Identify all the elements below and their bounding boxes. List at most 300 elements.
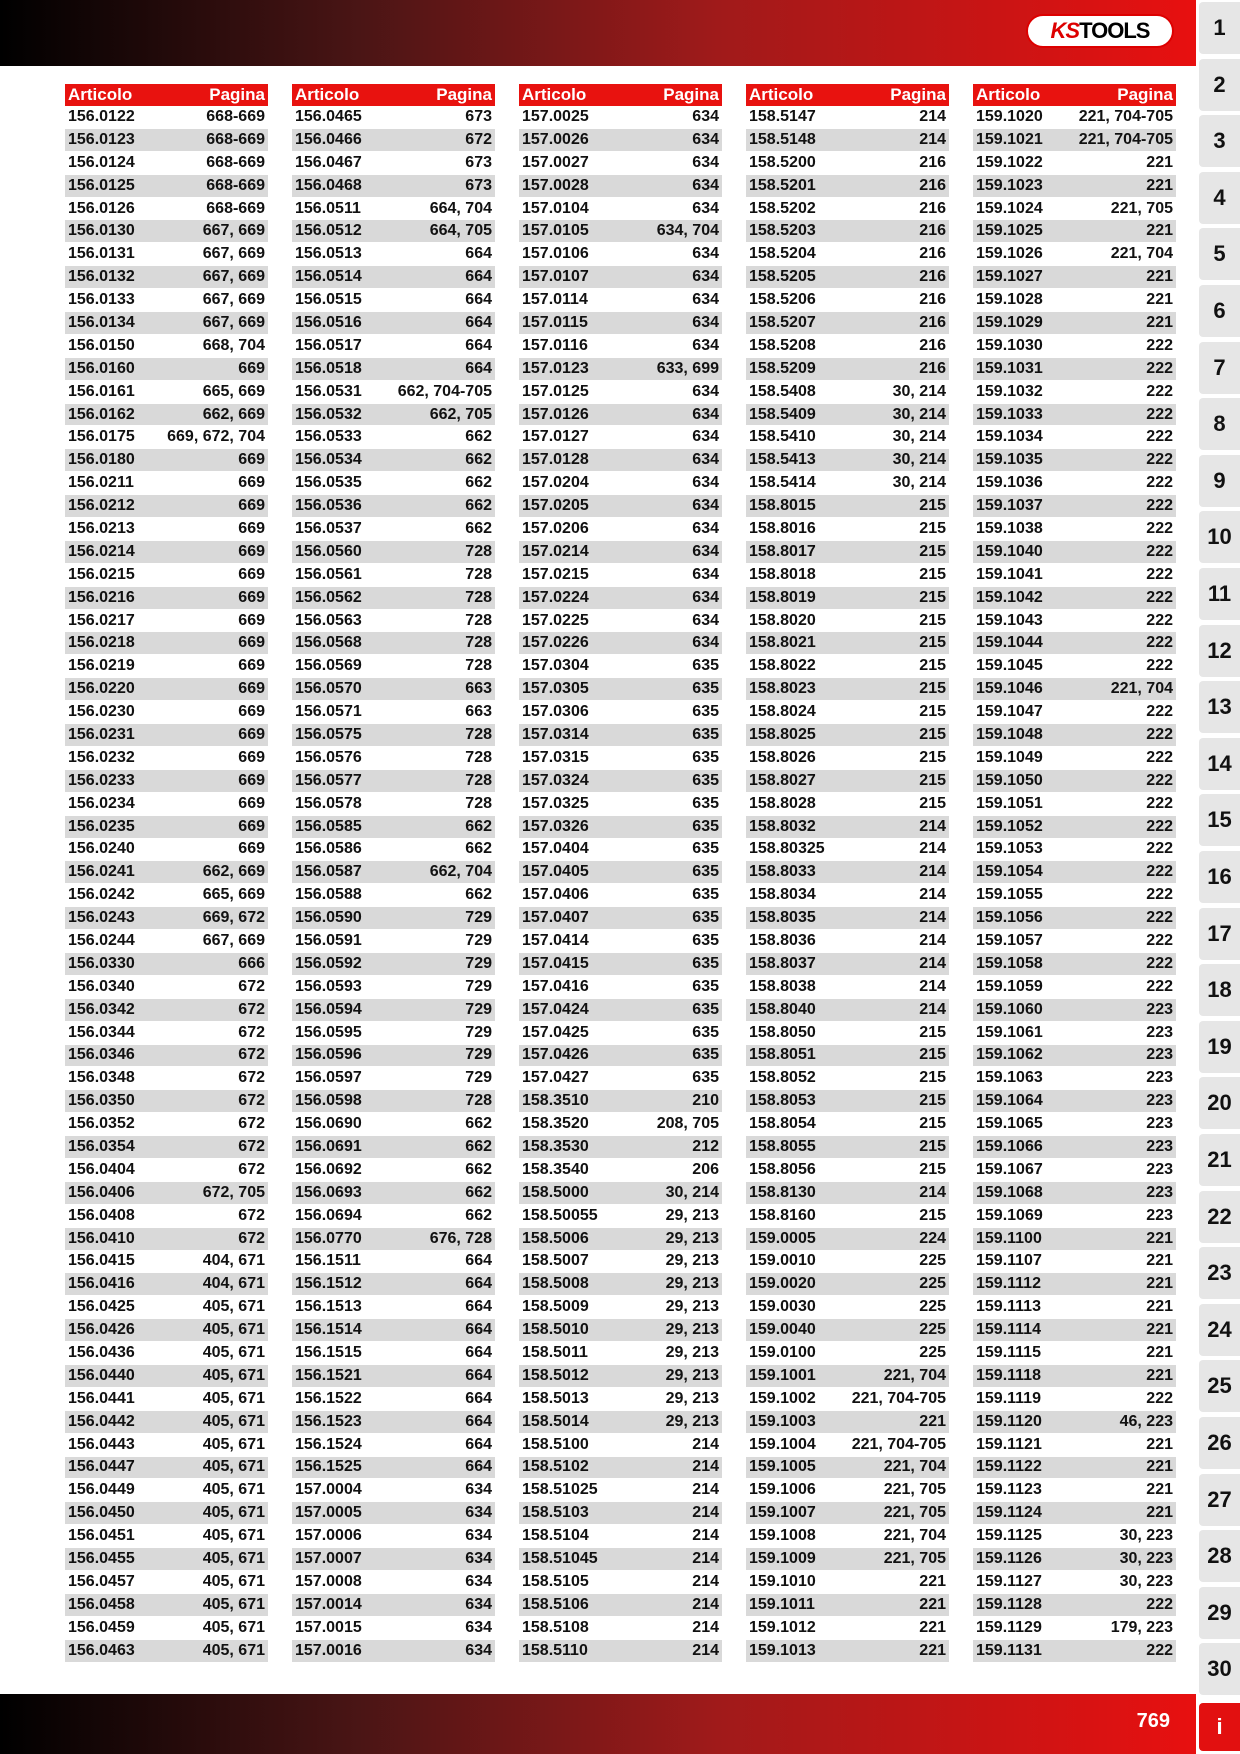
- page-reference[interactable]: 215: [919, 1160, 946, 1178]
- page-reference[interactable]: 672: [238, 1138, 265, 1156]
- page-reference[interactable]: 216: [919, 222, 946, 240]
- chapter-tab-23[interactable]: 23: [1199, 1247, 1240, 1299]
- page-reference[interactable]: 221: [1146, 1435, 1173, 1453]
- page-reference[interactable]: 662: [465, 886, 492, 904]
- page-reference[interactable]: 216: [919, 336, 946, 354]
- page-reference[interactable]: 664: [465, 336, 492, 354]
- page-reference[interactable]: 633, 699: [656, 359, 719, 377]
- page-reference[interactable]: 216: [919, 245, 946, 263]
- page-reference[interactable]: 221: [919, 1572, 946, 1590]
- page-reference[interactable]: 221: [919, 1641, 946, 1659]
- page-reference[interactable]: 668-669: [206, 176, 265, 194]
- page-reference[interactable]: 662: [465, 1206, 492, 1224]
- page-reference[interactable]: 729: [465, 954, 492, 972]
- page-reference[interactable]: 662, 669: [202, 863, 265, 881]
- page-reference[interactable]: 635: [692, 725, 719, 743]
- page-reference[interactable]: 669: [238, 588, 265, 606]
- page-reference[interactable]: 30, 214: [892, 451, 946, 469]
- page-reference[interactable]: 30, 214: [892, 382, 946, 400]
- page-reference[interactable]: 215: [919, 565, 946, 583]
- page-reference[interactable]: 669: [238, 519, 265, 537]
- page-reference[interactable]: 672: [238, 1229, 265, 1247]
- page-reference[interactable]: 405, 671: [202, 1412, 265, 1430]
- page-reference[interactable]: 664, 705: [429, 222, 492, 240]
- page-reference[interactable]: 666: [238, 954, 265, 972]
- page-reference[interactable]: 669: [238, 840, 265, 858]
- page-reference[interactable]: 634: [692, 130, 719, 148]
- chapter-tab-15[interactable]: 15: [1199, 794, 1240, 846]
- page-reference[interactable]: 662: [465, 1160, 492, 1178]
- page-reference[interactable]: 668-669: [206, 130, 265, 148]
- page-reference[interactable]: 221: [1146, 1252, 1173, 1270]
- page-reference[interactable]: 662, 704-705: [397, 382, 492, 400]
- page-reference[interactable]: 635: [692, 1000, 719, 1018]
- page-reference[interactable]: 222: [1146, 588, 1173, 606]
- page-reference[interactable]: 405, 671: [202, 1435, 265, 1453]
- page-reference[interactable]: 222: [1146, 542, 1173, 560]
- chapter-tab-13[interactable]: 13: [1199, 681, 1240, 733]
- page-reference[interactable]: 214: [692, 1618, 719, 1636]
- page-reference[interactable]: 634, 704: [656, 222, 719, 240]
- page-reference[interactable]: 214: [692, 1595, 719, 1613]
- page-reference[interactable]: 405, 671: [202, 1321, 265, 1339]
- page-reference[interactable]: 29, 213: [665, 1206, 719, 1224]
- page-reference[interactable]: 221: [1146, 268, 1173, 286]
- page-reference[interactable]: 215: [919, 1092, 946, 1110]
- page-reference[interactable]: 664: [465, 1366, 492, 1384]
- page-reference[interactable]: 635: [692, 909, 719, 927]
- page-reference[interactable]: 405, 671: [202, 1344, 265, 1362]
- page-reference[interactable]: 728: [465, 794, 492, 812]
- page-reference[interactable]: 214: [919, 840, 946, 858]
- page-reference[interactable]: 634: [692, 428, 719, 446]
- page-reference[interactable]: 634: [692, 107, 719, 125]
- page-reference[interactable]: 664: [465, 1389, 492, 1407]
- page-reference[interactable]: 669: [238, 817, 265, 835]
- page-reference[interactable]: 223: [1146, 1183, 1173, 1201]
- page-reference[interactable]: 405, 671: [202, 1481, 265, 1499]
- page-reference[interactable]: 662: [465, 474, 492, 492]
- page-reference[interactable]: 215: [919, 1206, 946, 1224]
- page-reference[interactable]: 222: [1146, 1389, 1173, 1407]
- page-reference[interactable]: 222: [1146, 886, 1173, 904]
- page-reference[interactable]: 634: [692, 268, 719, 286]
- page-reference[interactable]: 672: [238, 1115, 265, 1133]
- chapter-tab-10[interactable]: 10: [1199, 511, 1240, 563]
- page-reference[interactable]: 635: [692, 794, 719, 812]
- page-reference[interactable]: 214: [919, 886, 946, 904]
- page-reference[interactable]: 214: [919, 932, 946, 949]
- page-reference[interactable]: 667, 669: [202, 932, 265, 949]
- page-reference[interactable]: 662, 669: [202, 405, 265, 423]
- page-reference[interactable]: 635: [692, 932, 719, 949]
- page-reference[interactable]: 634: [692, 153, 719, 171]
- page-reference[interactable]: 215: [919, 611, 946, 629]
- page-reference[interactable]: 221: [1146, 291, 1173, 309]
- page-reference[interactable]: 404, 671: [202, 1252, 265, 1270]
- page-reference[interactable]: 635: [692, 977, 719, 995]
- page-reference[interactable]: 634: [692, 519, 719, 537]
- chapter-tab-21[interactable]: 21: [1199, 1134, 1240, 1186]
- page-reference[interactable]: 663: [465, 680, 492, 698]
- page-reference[interactable]: 221: [1146, 1344, 1173, 1362]
- page-reference[interactable]: 664, 704: [429, 199, 492, 217]
- page-reference[interactable]: 664: [465, 1458, 492, 1476]
- page-reference[interactable]: 664: [465, 268, 492, 286]
- page-reference[interactable]: 225: [919, 1298, 946, 1316]
- page-reference[interactable]: 29, 213: [665, 1298, 719, 1316]
- page-reference[interactable]: 222: [1146, 611, 1173, 629]
- page-reference[interactable]: 221, 705: [1110, 199, 1173, 217]
- page-reference[interactable]: 215: [919, 634, 946, 652]
- page-reference[interactable]: 667, 669: [202, 291, 265, 309]
- page-reference[interactable]: 215: [919, 703, 946, 721]
- page-reference[interactable]: 635: [692, 863, 719, 881]
- chapter-tab-7[interactable]: 7: [1199, 342, 1240, 394]
- page-reference[interactable]: 662: [465, 451, 492, 469]
- page-reference[interactable]: 222: [1146, 336, 1173, 354]
- page-reference[interactable]: 635: [692, 1046, 719, 1064]
- page-reference[interactable]: 225: [919, 1275, 946, 1293]
- page-reference[interactable]: 30, 223: [1119, 1527, 1173, 1545]
- chapter-tab-4[interactable]: 4: [1199, 172, 1240, 224]
- page-reference[interactable]: 664: [465, 1412, 492, 1430]
- page-reference[interactable]: 215: [919, 588, 946, 606]
- page-reference[interactable]: 221: [919, 1595, 946, 1613]
- page-reference[interactable]: 635: [692, 680, 719, 698]
- chapter-tab-29[interactable]: 29: [1199, 1587, 1240, 1639]
- page-reference[interactable]: 221: [1146, 1321, 1173, 1339]
- page-reference[interactable]: 634: [692, 199, 719, 217]
- page-reference[interactable]: 221: [1146, 222, 1173, 240]
- page-reference[interactable]: 729: [465, 1023, 492, 1041]
- page-reference[interactable]: 667, 669: [202, 245, 265, 263]
- page-reference[interactable]: 30, 214: [665, 1183, 719, 1201]
- page-reference[interactable]: 662: [465, 1183, 492, 1201]
- page-reference[interactable]: 221: [919, 1618, 946, 1636]
- page-reference[interactable]: 223: [1146, 1046, 1173, 1064]
- page-reference[interactable]: 634: [692, 588, 719, 606]
- page-reference[interactable]: 215: [919, 1023, 946, 1041]
- page-reference[interactable]: 669, 672, 704: [167, 428, 265, 446]
- page-reference[interactable]: 634: [465, 1595, 492, 1613]
- page-reference[interactable]: 729: [465, 909, 492, 927]
- page-reference[interactable]: 672: [238, 1160, 265, 1178]
- page-reference[interactable]: 221: [1146, 1504, 1173, 1522]
- page-reference[interactable]: 221: [1146, 153, 1173, 171]
- page-reference[interactable]: 668-669: [206, 107, 265, 125]
- page-reference[interactable]: 221, 704: [883, 1366, 946, 1384]
- page-reference[interactable]: 729: [465, 977, 492, 995]
- page-reference[interactable]: 29, 213: [665, 1344, 719, 1362]
- page-reference[interactable]: 665, 669: [202, 382, 265, 400]
- page-reference[interactable]: 214: [692, 1550, 719, 1568]
- page-reference[interactable]: 672: [238, 1046, 265, 1064]
- page-reference[interactable]: 29, 213: [665, 1412, 719, 1430]
- page-reference[interactable]: 222: [1146, 725, 1173, 743]
- page-reference[interactable]: 221, 705: [883, 1550, 946, 1568]
- page-reference[interactable]: 729: [465, 1069, 492, 1087]
- page-reference[interactable]: 210: [692, 1092, 719, 1110]
- page-reference[interactable]: 669: [238, 611, 265, 629]
- page-reference[interactable]: 634: [692, 291, 719, 309]
- page-reference[interactable]: 214: [692, 1504, 719, 1522]
- page-reference[interactable]: 221, 704-705: [1078, 107, 1173, 125]
- page-reference[interactable]: 634: [692, 405, 719, 423]
- page-reference[interactable]: 669: [238, 680, 265, 698]
- page-reference[interactable]: 221, 704-705: [1078, 130, 1173, 148]
- page-reference[interactable]: 662, 705: [429, 405, 492, 423]
- page-reference[interactable]: 221, 704: [883, 1527, 946, 1545]
- page-reference[interactable]: 729: [465, 1046, 492, 1064]
- page-reference[interactable]: 405, 671: [202, 1572, 265, 1590]
- page-reference[interactable]: 215: [919, 657, 946, 675]
- page-reference[interactable]: 221, 704: [883, 1458, 946, 1476]
- page-reference[interactable]: 669: [238, 634, 265, 652]
- page-reference[interactable]: 214: [919, 817, 946, 835]
- page-reference[interactable]: 669, 672: [202, 909, 265, 927]
- page-reference[interactable]: 222: [1146, 703, 1173, 721]
- page-reference[interactable]: 664: [465, 359, 492, 377]
- page-reference[interactable]: 214: [919, 130, 946, 148]
- page-reference[interactable]: 672: [238, 1000, 265, 1018]
- page-reference[interactable]: 663: [465, 703, 492, 721]
- page-reference[interactable]: 634: [465, 1550, 492, 1568]
- page-reference[interactable]: 635: [692, 840, 719, 858]
- page-reference[interactable]: 215: [919, 1069, 946, 1087]
- page-reference[interactable]: 208, 705: [656, 1115, 719, 1133]
- page-reference[interactable]: 222: [1146, 817, 1173, 835]
- page-reference[interactable]: 669: [238, 474, 265, 492]
- page-reference[interactable]: 215: [919, 771, 946, 789]
- page-reference[interactable]: 634: [692, 542, 719, 560]
- page-reference[interactable]: 214: [919, 1000, 946, 1018]
- page-reference[interactable]: 728: [465, 1092, 492, 1110]
- page-reference[interactable]: 216: [919, 153, 946, 171]
- page-reference[interactable]: 667, 669: [202, 222, 265, 240]
- page-reference[interactable]: 214: [919, 863, 946, 881]
- page-reference[interactable]: 222: [1146, 497, 1173, 515]
- chapter-tab-24[interactable]: 24: [1199, 1304, 1240, 1356]
- page-reference[interactable]: 673: [465, 176, 492, 194]
- page-reference[interactable]: 216: [919, 268, 946, 286]
- page-reference[interactable]: 222: [1146, 519, 1173, 537]
- page-reference[interactable]: 222: [1146, 382, 1173, 400]
- chapter-tab-25[interactable]: 25: [1199, 1360, 1240, 1412]
- page-reference[interactable]: 215: [919, 794, 946, 812]
- page-reference[interactable]: 222: [1146, 771, 1173, 789]
- page-reference[interactable]: 669: [238, 794, 265, 812]
- page-reference[interactable]: 728: [465, 748, 492, 766]
- page-reference[interactable]: 29, 213: [665, 1366, 719, 1384]
- page-reference[interactable]: 222: [1146, 634, 1173, 652]
- page-reference[interactable]: 672: [238, 1023, 265, 1041]
- page-reference[interactable]: 215: [919, 680, 946, 698]
- page-reference[interactable]: 634: [692, 382, 719, 400]
- page-reference[interactable]: 214: [919, 1183, 946, 1201]
- page-reference[interactable]: 29, 213: [665, 1389, 719, 1407]
- page-reference[interactable]: 225: [919, 1252, 946, 1270]
- page-reference[interactable]: 668-669: [206, 153, 265, 171]
- page-reference[interactable]: 634: [465, 1504, 492, 1522]
- page-reference[interactable]: 405, 671: [202, 1389, 265, 1407]
- page-reference[interactable]: 29, 213: [665, 1229, 719, 1247]
- page-reference[interactable]: 634: [692, 451, 719, 469]
- page-reference[interactable]: 673: [465, 153, 492, 171]
- chapter-tab-5[interactable]: 5: [1199, 228, 1240, 280]
- page-reference[interactable]: 669: [238, 565, 265, 583]
- page-reference[interactable]: 221, 705: [883, 1504, 946, 1522]
- page-reference[interactable]: 216: [919, 291, 946, 309]
- page-reference[interactable]: 668-669: [206, 199, 265, 217]
- page-reference[interactable]: 216: [919, 313, 946, 331]
- page-reference[interactable]: 30, 223: [1119, 1572, 1173, 1590]
- page-reference[interactable]: 664: [465, 1298, 492, 1316]
- page-reference[interactable]: 221, 705: [883, 1481, 946, 1499]
- page-reference[interactable]: 664: [465, 1344, 492, 1362]
- page-reference[interactable]: 214: [919, 107, 946, 125]
- page-reference[interactable]: 216: [919, 176, 946, 194]
- page-reference[interactable]: 222: [1146, 657, 1173, 675]
- page-reference[interactable]: 222: [1146, 565, 1173, 583]
- page-reference[interactable]: 223: [1146, 1023, 1173, 1041]
- page-reference[interactable]: 664: [465, 313, 492, 331]
- page-reference[interactable]: 669: [238, 497, 265, 515]
- chapter-tab-14[interactable]: 14: [1199, 738, 1240, 790]
- chapter-tab-16[interactable]: 16: [1199, 851, 1240, 903]
- page-reference[interactable]: 215: [919, 1115, 946, 1133]
- page-reference[interactable]: 634: [465, 1572, 492, 1590]
- page-reference[interactable]: 634: [692, 474, 719, 492]
- page-reference[interactable]: 222: [1146, 794, 1173, 812]
- page-reference[interactable]: 221: [1146, 1481, 1173, 1499]
- page-reference[interactable]: 634: [692, 565, 719, 583]
- page-reference[interactable]: 667, 669: [202, 313, 265, 331]
- page-reference[interactable]: 179, 223: [1110, 1618, 1173, 1636]
- chapter-tab-6[interactable]: 6: [1199, 285, 1240, 337]
- page-reference[interactable]: 672: [238, 977, 265, 995]
- page-reference[interactable]: 221, 704-705: [851, 1435, 946, 1453]
- page-reference[interactable]: 728: [465, 542, 492, 560]
- page-reference[interactable]: 214: [919, 977, 946, 995]
- page-reference[interactable]: 215: [919, 497, 946, 515]
- page-reference[interactable]: 664: [465, 1435, 492, 1453]
- page-reference[interactable]: 221, 704-705: [851, 1389, 946, 1407]
- chapter-tab-19[interactable]: 19: [1199, 1021, 1240, 1073]
- page-reference[interactable]: 662: [465, 817, 492, 835]
- page-reference[interactable]: 405, 671: [202, 1366, 265, 1384]
- page-reference[interactable]: 672: [465, 130, 492, 148]
- page-reference[interactable]: 215: [919, 519, 946, 537]
- page-reference[interactable]: 634: [692, 245, 719, 263]
- page-reference[interactable]: 221: [1146, 176, 1173, 194]
- page-reference[interactable]: 662: [465, 428, 492, 446]
- page-reference[interactable]: 634: [465, 1481, 492, 1499]
- page-reference[interactable]: 222: [1146, 954, 1173, 972]
- page-reference[interactable]: 634: [465, 1641, 492, 1659]
- page-reference[interactable]: 215: [919, 1138, 946, 1156]
- page-reference[interactable]: 635: [692, 748, 719, 766]
- chapter-tab-18[interactable]: 18: [1199, 964, 1240, 1016]
- page-reference[interactable]: 672: [238, 1206, 265, 1224]
- page-reference[interactable]: 405, 671: [202, 1595, 265, 1613]
- chapter-tab-30[interactable]: 30: [1199, 1643, 1240, 1695]
- page-reference[interactable]: 221: [1146, 1298, 1173, 1316]
- chapter-tab-3[interactable]: 3: [1199, 115, 1240, 167]
- chapter-tab-1[interactable]: 1: [1199, 2, 1240, 54]
- page-reference[interactable]: 222: [1146, 932, 1173, 949]
- page-reference[interactable]: 212: [692, 1138, 719, 1156]
- page-reference[interactable]: 634: [692, 634, 719, 652]
- chapter-tab-11[interactable]: 11: [1199, 568, 1240, 620]
- page-reference[interactable]: 664: [465, 291, 492, 309]
- page-reference[interactable]: 635: [692, 886, 719, 904]
- page-reference[interactable]: 669: [238, 748, 265, 766]
- page-reference[interactable]: 221: [1146, 1229, 1173, 1247]
- page-reference[interactable]: 214: [919, 954, 946, 972]
- page-reference[interactable]: 729: [465, 932, 492, 949]
- page-reference[interactable]: 223: [1146, 1115, 1173, 1133]
- page-reference[interactable]: 214: [919, 909, 946, 927]
- page-reference[interactable]: 405, 671: [202, 1504, 265, 1522]
- page-reference[interactable]: 634: [692, 336, 719, 354]
- page-reference[interactable]: 215: [919, 542, 946, 560]
- page-reference[interactable]: 405, 671: [202, 1618, 265, 1636]
- page-reference[interactable]: 676, 728: [429, 1229, 492, 1247]
- page-reference[interactable]: 664: [465, 1321, 492, 1339]
- chapter-tab-2[interactable]: 2: [1199, 59, 1240, 111]
- page-reference[interactable]: 667, 669: [202, 268, 265, 286]
- page-reference[interactable]: 662: [465, 1115, 492, 1133]
- page-reference[interactable]: 222: [1146, 748, 1173, 766]
- page-reference[interactable]: 635: [692, 954, 719, 972]
- page-reference[interactable]: 669: [238, 771, 265, 789]
- page-reference[interactable]: 221, 704: [1110, 680, 1173, 698]
- page-reference[interactable]: 29, 213: [665, 1321, 719, 1339]
- chapter-tab-27[interactable]: 27: [1199, 1474, 1240, 1526]
- page-reference[interactable]: 215: [919, 1046, 946, 1064]
- chapter-tab-28[interactable]: 28: [1199, 1530, 1240, 1582]
- page-reference[interactable]: 222: [1146, 977, 1173, 995]
- page-reference[interactable]: 222: [1146, 863, 1173, 881]
- chapter-tab-9[interactable]: 9: [1199, 455, 1240, 507]
- chapter-tab-17[interactable]: 17: [1199, 908, 1240, 960]
- page-reference[interactable]: 214: [692, 1572, 719, 1590]
- page-reference[interactable]: 634: [692, 611, 719, 629]
- page-reference[interactable]: 669: [238, 725, 265, 743]
- page-reference[interactable]: 673: [465, 107, 492, 125]
- page-reference[interactable]: 662: [465, 497, 492, 515]
- page-reference[interactable]: 662: [465, 1138, 492, 1156]
- page-reference[interactable]: 635: [692, 1069, 719, 1087]
- page-reference[interactable]: 728: [465, 657, 492, 675]
- page-reference[interactable]: 221: [1146, 1458, 1173, 1476]
- page-reference[interactable]: 728: [465, 565, 492, 583]
- page-reference[interactable]: 728: [465, 634, 492, 652]
- page-reference[interactable]: 664: [465, 1275, 492, 1293]
- page-reference[interactable]: 30, 223: [1119, 1550, 1173, 1568]
- page-reference[interactable]: 672, 705: [202, 1183, 265, 1201]
- page-reference[interactable]: 728: [465, 725, 492, 743]
- page-reference[interactable]: 635: [692, 1023, 719, 1041]
- page-reference[interactable]: 665, 669: [202, 886, 265, 904]
- page-reference[interactable]: 225: [919, 1344, 946, 1362]
- page-reference[interactable]: 664: [465, 1252, 492, 1270]
- page-reference[interactable]: 222: [1146, 359, 1173, 377]
- page-reference[interactable]: 634: [465, 1618, 492, 1636]
- page-reference[interactable]: 30, 214: [892, 405, 946, 423]
- page-reference[interactable]: 729: [465, 1000, 492, 1018]
